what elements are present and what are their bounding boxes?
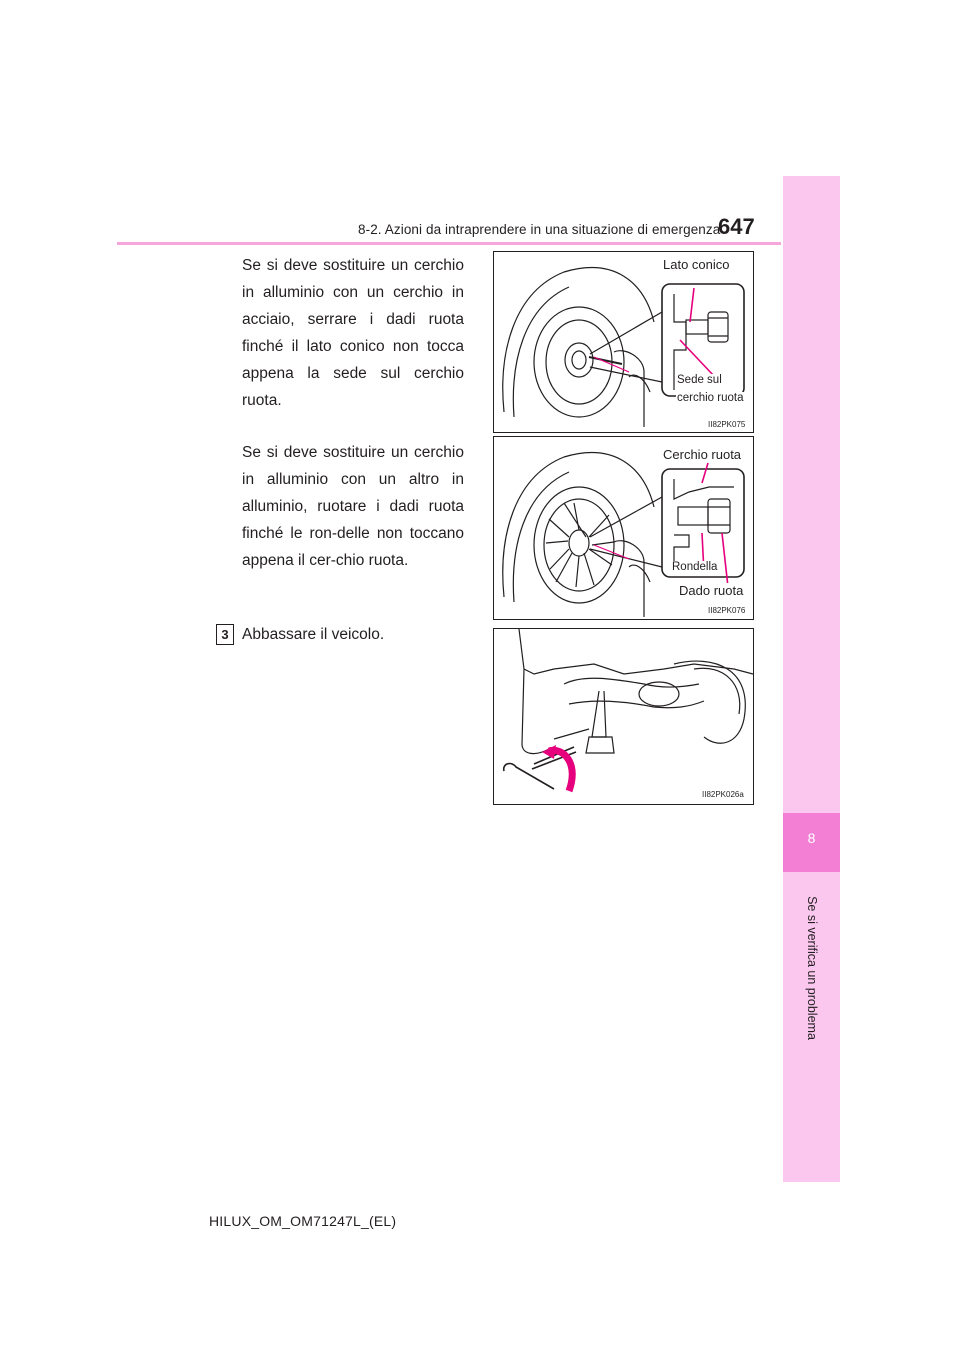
- label-wheel-rim: Cerchio ruota: [663, 447, 742, 462]
- chapter-number: 8: [807, 830, 816, 846]
- figure-code: II82PK026a: [702, 790, 744, 799]
- header-rule: [117, 242, 781, 245]
- label-wheel-seat-2: cerchio ruota: [677, 392, 744, 404]
- jack-lowering-illustration: [494, 629, 753, 804]
- label-conical-side: Lato conico: [663, 257, 730, 272]
- step-text: Abbassare il veicolo.: [242, 626, 385, 643]
- wheel-conical-illustration: [494, 252, 753, 432]
- document-code: HILUX_OM_OM71247L_(EL): [209, 1213, 397, 1229]
- page-number: 647: [718, 214, 755, 239]
- section-title: 8-2. Azioni da intraprendere in una situazione di emergenza: [358, 222, 721, 237]
- label-washer: Rondella: [672, 561, 718, 573]
- paragraph-alloy-wheel: Se si deve sostituire un cerchio in alluminio con un altro in alluminio, ruotare i dadi ruota finché le ron-delle non toccano appena il cer-chio ruota.: [242, 444, 464, 569]
- label-wheel-seat-1: Sede sul: [677, 374, 722, 386]
- step-number-badge: 3: [216, 624, 234, 645]
- figure-lower-vehicle: [493, 628, 754, 805]
- figure-washer-nut: [493, 436, 754, 620]
- figure-code: II82PK075: [708, 420, 746, 429]
- figure-conical-nut: [493, 251, 754, 433]
- paragraph-steel-wheel: Se si deve sostituire un cerchio in alluminio con un cerchio in acciaio, serrare i dadi ruota finché il lato conico non tocca appena la sede sul cerchio ruota.: [242, 257, 464, 409]
- chapter-label: Se si verifica un problema: [805, 896, 819, 1040]
- figure-code: II82PK076: [708, 606, 746, 615]
- label-wheel-nut: Dado ruota: [679, 583, 744, 598]
